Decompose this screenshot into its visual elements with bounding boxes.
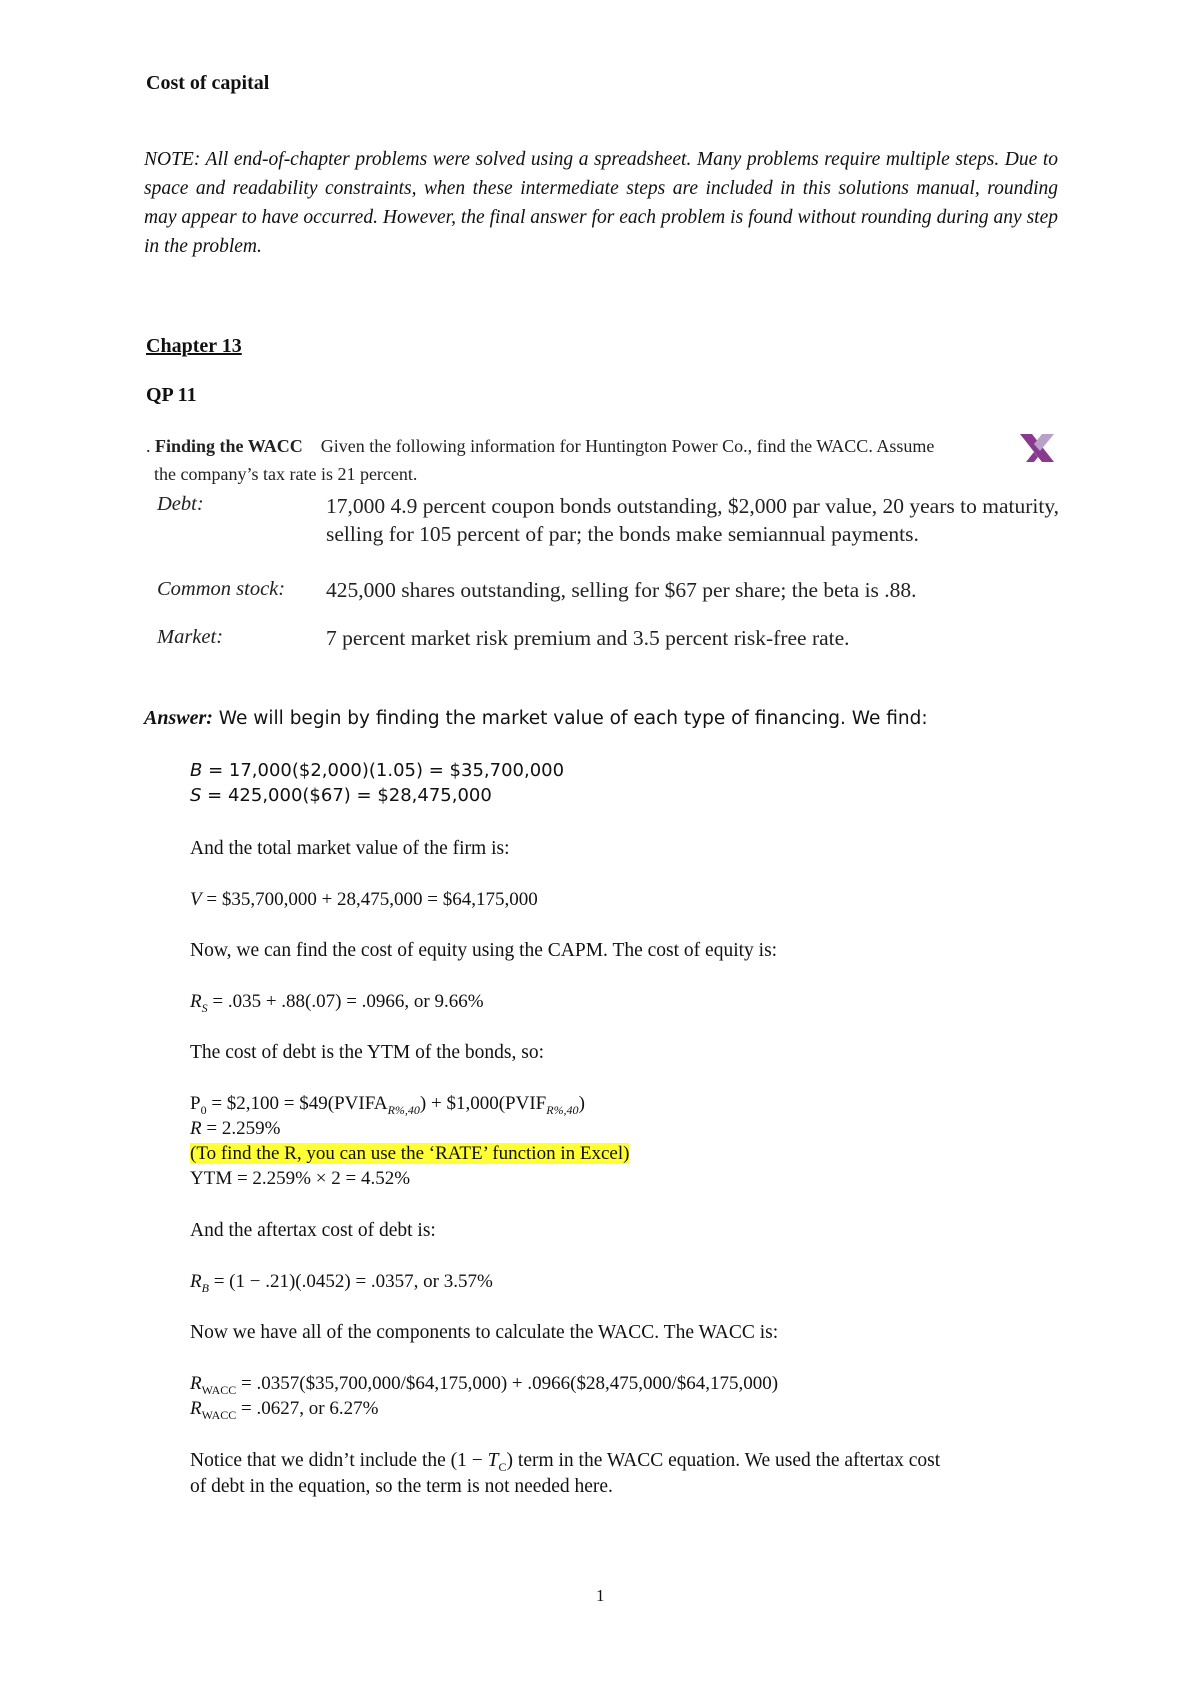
wacc-intro-text: Now we have all of the components to calculate the WACC. The WACC is: bbox=[190, 1322, 779, 1343]
bond-value-equation: B = 17,000($2,000)(1.05) = $35,700,000 bbox=[190, 760, 565, 781]
debt-label: Debt: bbox=[157, 493, 204, 515]
common-stock-label: Common stock: bbox=[157, 578, 286, 600]
firm-value-equation: V = $35,700,000 + 28,475,000 = $64,175,000 bbox=[190, 889, 538, 910]
rate-note bbox=[190, 1143, 629, 1165]
common-stock-description: 425,000 shares outstanding, selling for $67 per share; the beta is .88. bbox=[326, 578, 917, 602]
note-paragraph: NOTE: All end-of-chapter problems were solved using a spreadsheet. Many problems require multiple steps. Due to space and readability constraints, when these intermediate steps are included in this solutions manual, rounding may appear to have occurred. However, the final answer for each problem is found without rounding during any step in the problem. bbox=[144, 149, 1058, 257]
wacc-equation-2: $R_{WACC} = .0627$, or 6.27% bbox=[190, 1398, 379, 1422]
problem-intro-text: Given the following information for Huntington Power Co., find the WACC. Assume bbox=[320, 436, 935, 456]
wacc-equation-1: $R_{WACC}$ = .0357($35,700,000/$64,175,000) + .0966($28,475,000/$64,175,000) bbox=[190, 1373, 779, 1397]
bond-price-equation: $P_0$ = $2,100 = $\$49(PVIFA_{R\%,40})$ + $\$1,000(PVIF_{R\%,40})$ bbox=[190, 1093, 585, 1117]
answer-label: Answer: bbox=[144, 707, 213, 729]
highlighted-rate-note: (To find the R, you can use the ‘RATE’ function in Excel) bbox=[190, 1143, 630, 1164]
market-description: 7 percent market risk premium and 3.5 percent risk-free rate. bbox=[326, 626, 850, 650]
aftertax-text: And the aftertax cost of debt is: bbox=[190, 1220, 436, 1241]
problem-intro bbox=[146, 436, 934, 457]
question-heading: QP 11 bbox=[146, 384, 197, 406]
total-value-text: And the total market value of the firm is: bbox=[190, 838, 510, 859]
problem-intro-line2: the company’s tax rate is 21 percent. bbox=[154, 464, 418, 484]
aftertax-debt-equation: $R_B = (1 - .21)(.0452) = .0357$, or 3.57% bbox=[190, 1271, 493, 1295]
capm-text: Now, we can find the cost of equity using the CAPM. The cost of equity is: bbox=[190, 940, 778, 961]
market-label: Market: bbox=[157, 626, 224, 648]
ytm-equation: YTM = 2.259% × 2 = 4.52% bbox=[190, 1168, 411, 1189]
chapter-heading: Chapter 13 bbox=[146, 335, 242, 357]
debt-description: 17,000 4.9 percent coupon bonds outstanding, $2,000 par value, 20 years to maturity, selling for 105 percent of par; the bonds make semiannual payments. bbox=[326, 494, 1060, 546]
rate-equation: R = 2.259% bbox=[190, 1118, 281, 1139]
problem-heading: Finding the WACC bbox=[155, 436, 303, 456]
page-number: 1 bbox=[596, 1586, 605, 1605]
stock-value-equation: S = 425,000($67) = $28,475,000 bbox=[190, 785, 492, 806]
problem-bullet: . bbox=[146, 436, 155, 456]
excel-icon bbox=[1018, 432, 1056, 464]
cost-of-debt-text: The cost of debt is the YTM of the bonds, so: bbox=[190, 1042, 545, 1063]
answer-intro-text: We will begin by finding the market value of each type of financing. We find: bbox=[212, 708, 928, 729]
cost-of-equity-equation: $R_S = .035 + .88(.07) = .0966$, or 9.66% bbox=[190, 991, 484, 1015]
answer-intro bbox=[144, 707, 928, 730]
page-title: Cost of capital bbox=[146, 72, 270, 94]
notice-line-2: of debt in the equation, so the term is not needed here. bbox=[190, 1476, 613, 1497]
notice-line-1: Notice that we didn’t include the $(1 - T_C)$ term in the WACC equation. We used the aftertax cost bbox=[190, 1450, 941, 1474]
